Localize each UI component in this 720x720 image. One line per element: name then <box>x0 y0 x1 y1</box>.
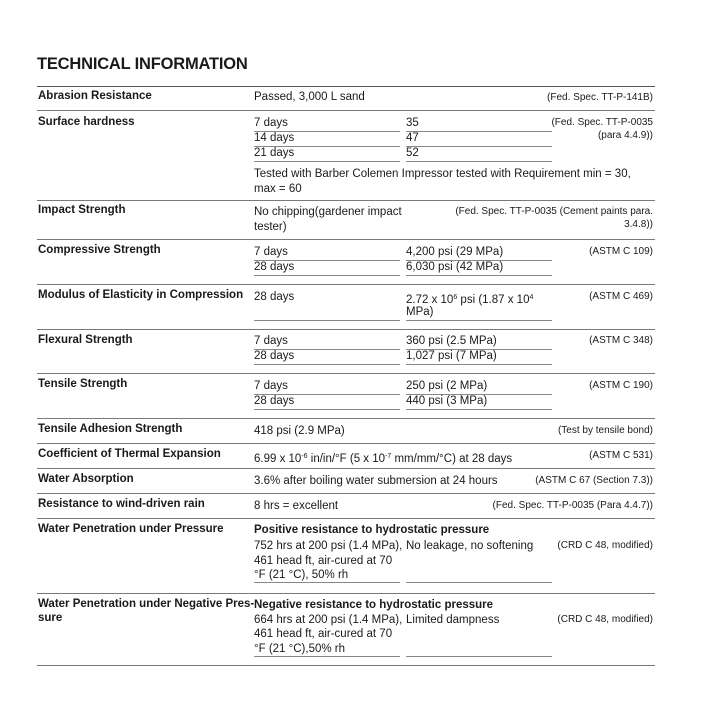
surface-key-2: 14 days <box>254 132 295 144</box>
flexural-key-1: 7 days <box>254 335 288 347</box>
compressive-val-2: 6,030 psi (42 MPa) <box>406 261 504 273</box>
negative-line-1: 664 hrs at 200 psi (1.4 MPa), <box>254 614 403 626</box>
compressive-val-1: 4,200 psi (29 MPa) <box>406 246 504 258</box>
adhesion-ref: (Test by tensile bond) <box>557 425 653 436</box>
divider <box>37 86 655 87</box>
underline <box>254 409 400 410</box>
modulus-value-1: 2.72 x $10^6$ psi (1.87 x $10^4$ <box>406 294 534 306</box>
impact-value-1: No chipping(gardener impact <box>254 206 402 218</box>
pressure-result: No leakage, no softening <box>406 540 534 552</box>
absorption-ref: (ASTM C 67 (Section 7.3)) <box>535 475 653 486</box>
tensile-ref: (ASTM C 190) <box>589 380 653 391</box>
compressive-ref: (ASTM C 109) <box>589 246 653 257</box>
underline <box>406 364 552 365</box>
row-label-absorption: Water Absorption <box>38 473 134 485</box>
pressure-line-3: °F (21 °C), 50% rh <box>254 569 349 581</box>
surface-key-1: 7 days <box>254 117 288 129</box>
wind-value: 8 hrs = excellent <box>254 500 339 512</box>
underline <box>406 656 552 657</box>
abrasion-value: Passed, 3,000 L sand <box>254 91 365 103</box>
underline <box>254 582 400 583</box>
underline <box>406 275 552 276</box>
negative-heading: Negative resistance to hydrostatic pressure <box>254 599 494 611</box>
negative-ref: (CRD C 48, modified) <box>557 614 653 625</box>
underline <box>406 146 552 147</box>
row-label-wind: Resistance to wind-driven rain <box>38 498 205 510</box>
row-label-adhesion: Tensile Adhesion Strength <box>38 423 183 435</box>
impact-ref-1: (Fed. Spec. TT-P-0035 (Cement paints para. <box>455 206 653 217</box>
underline <box>406 131 552 132</box>
impact-ref-2: 3.4.8)) <box>624 219 653 230</box>
wind-ref: (Fed. Spec. TT-P-0035 (Para 4.4.7)) <box>492 500 653 511</box>
surface-val-3: 52 <box>406 147 419 159</box>
compressive-key-2: 28 days <box>254 261 295 273</box>
divider <box>37 493 655 494</box>
divider <box>37 593 655 594</box>
tensile-key-1: 7 days <box>254 380 288 392</box>
divider <box>37 418 655 419</box>
flexural-key-2: 28 days <box>254 350 295 362</box>
flexural-val-1: 360 psi (2.5 MPa) <box>406 335 497 347</box>
divider <box>37 443 655 444</box>
divider <box>37 665 655 666</box>
negative-result: Limited dampness <box>406 614 500 626</box>
row-label-impact: Impact Strength <box>38 204 126 216</box>
flexural-ref: (ASTM C 348) <box>589 335 653 346</box>
thermal-ref: (ASTM C 531) <box>589 450 653 461</box>
thermal-value: 6.99 x $10^{-6}$ in/in/°F (5 x $10^{-7}$ mm/mm/°C) at 28 days <box>254 453 513 465</box>
pressure-line-1: 752 hrs at 200 psi (1.4 MPa), <box>254 540 403 552</box>
row-label-abrasion: Abrasion Resistance <box>38 90 152 102</box>
row-label-surface-hardness: Surface hardness <box>38 116 135 128</box>
row-label-modulus: Modulus of Elasticity in Compression <box>38 289 244 301</box>
underline <box>406 161 552 162</box>
modulus-ref: (ASTM C 469) <box>589 291 653 302</box>
divider <box>37 373 655 374</box>
modulus-key: 28 days <box>254 291 295 303</box>
divider <box>37 200 655 201</box>
pressure-line-2: 461 head ft, air-cured at 70 <box>254 555 393 567</box>
adhesion-value: 418 psi (2.9 MPa) <box>254 425 345 437</box>
negative-line-2: 461 head ft, air-cured at 70 <box>254 628 393 640</box>
surface-note-1: Tested with Barber Colemen Impressor tested with Requirement min = 30, <box>254 168 631 180</box>
divider <box>37 110 655 111</box>
surface-ref-2: (para 4.4.9)) <box>597 130 653 141</box>
divider <box>37 284 655 285</box>
surface-ref-1: (Fed. Spec. TT-P-0035 <box>551 117 653 128</box>
page-title: TECHNICAL INFORMATION <box>37 55 248 73</box>
row-label-negative-2: sure <box>38 612 63 624</box>
underline <box>254 320 400 321</box>
pressure-ref: (CRD C 48, modified) <box>557 540 653 551</box>
absorption-value: 3.6% after boiling water submersion at 24 hours <box>254 475 498 487</box>
surface-key-3: 21 days <box>254 147 295 159</box>
underline <box>254 161 400 162</box>
divider <box>37 468 655 469</box>
compressive-key-1: 7 days <box>254 246 288 258</box>
row-label-negative-1: Water Penetration under Negative Pres- <box>38 598 255 610</box>
underline <box>406 409 552 410</box>
underline <box>406 320 552 321</box>
tensile-val-1: 250 psi (2 MPa) <box>406 380 488 392</box>
underline <box>254 656 400 657</box>
row-label-tensile: Tensile Strength <box>38 378 128 390</box>
underline <box>254 275 400 276</box>
underline <box>254 364 400 365</box>
row-label-thermal: Coefficient of Thermal Expansion <box>38 448 221 460</box>
row-label-compressive: Compressive Strength <box>38 244 161 256</box>
tensile-key-2: 28 days <box>254 395 295 407</box>
impact-value-2: tester) <box>254 221 287 233</box>
negative-line-3: °F (21 °C),50% rh <box>254 643 346 655</box>
surface-val-1: 35 <box>406 117 419 129</box>
underline <box>406 582 552 583</box>
divider <box>37 518 655 519</box>
tensile-val-2: 440 psi (3 MPa) <box>406 395 488 407</box>
divider <box>37 239 655 240</box>
divider <box>37 329 655 330</box>
abrasion-ref: (Fed. Spec. TT-P-141B) <box>547 92 653 103</box>
row-label-pressure: Water Penetration under Pressure <box>38 523 224 535</box>
modulus-value-2: MPa) <box>406 306 434 318</box>
pressure-heading: Positive resistance to hydrostatic pressure <box>254 524 490 536</box>
surface-val-2: 47 <box>406 132 419 144</box>
flexural-val-2: 1,027 psi (7 MPa) <box>406 350 497 362</box>
surface-note-2: max = 60 <box>254 183 302 195</box>
row-label-flexural: Flexural Strength <box>38 334 133 346</box>
